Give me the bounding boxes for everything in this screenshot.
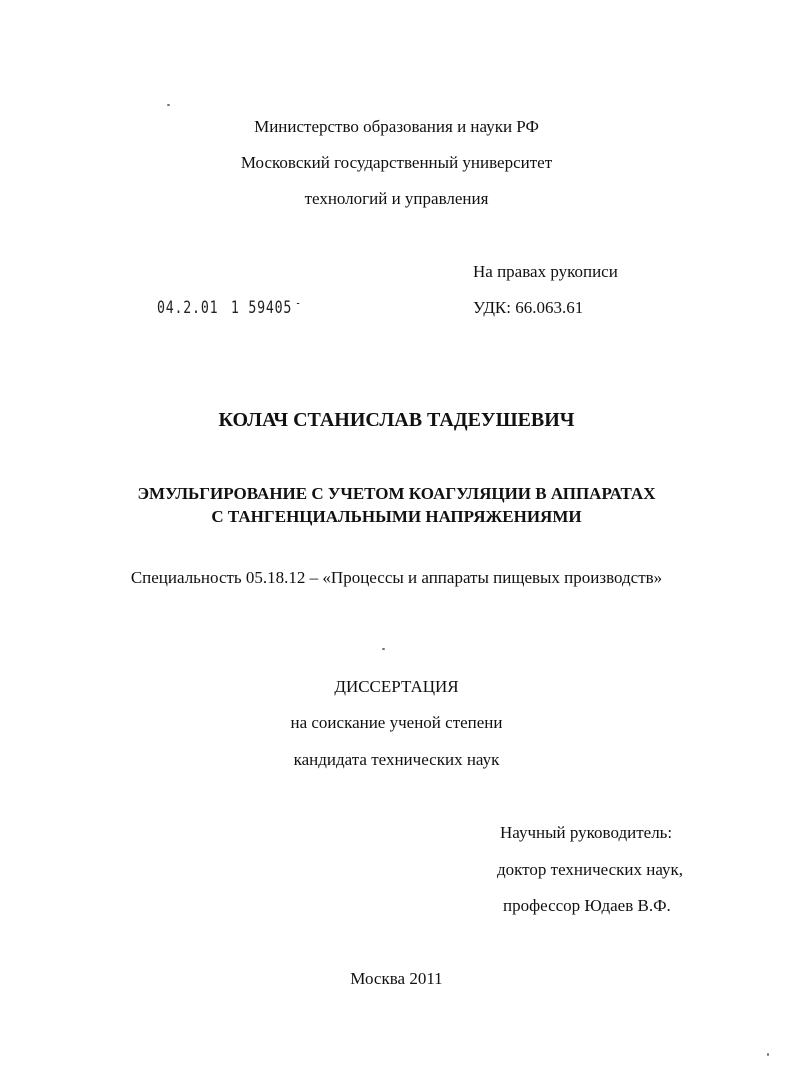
stamp-mark: - xyxy=(295,296,302,310)
dissertation-title-line2: С ТАНГЕНЦИАЛЬНЫМИ НАПРЯЖЕНИЯМИ xyxy=(211,507,582,526)
dissertation-title-line1: ЭМУЛЬГИРОВАНИЕ С УЧЕТОМ КОАГУЛЯЦИИ В АППАРАТАХ xyxy=(137,484,656,503)
specialty-line: Специальность 05.18.12 – «Процессы и аппараты пищевых производств» xyxy=(130,568,663,587)
degree-purpose: на соискание ученой степени xyxy=(290,713,503,732)
supervisor-name: профессор Юдаев В.Ф. xyxy=(503,896,671,915)
ministry-name: Министерство образования и науки РФ xyxy=(254,117,539,136)
university-name-line2: технологий и управления xyxy=(304,189,489,208)
university-name-line1: Московский государственный университет xyxy=(240,153,553,172)
scan-speck xyxy=(167,104,170,106)
degree-level: кандидата технических наук xyxy=(293,750,500,769)
udk-code: УДК: 66.063.61 xyxy=(473,298,584,317)
scan-speck xyxy=(767,1053,769,1056)
stamp-code-part1: 04.2.01 xyxy=(157,298,219,318)
document-type: ДИССЕРТАЦИЯ xyxy=(334,677,459,696)
registration-stamp xyxy=(157,296,302,318)
stamp-code-part2: 1 59405 xyxy=(230,298,293,318)
city-year: Москва 2011 xyxy=(350,969,443,988)
supervisor-label: Научный руководитель: xyxy=(500,823,673,842)
author-name: КОЛАЧ СТАНИСЛАВ ТАДЕУШЕВИЧ xyxy=(218,409,575,431)
manuscript-rights-note: На правах рукописи xyxy=(473,262,618,281)
scan-speck xyxy=(382,648,385,650)
supervisor-degree: доктор технических наук, xyxy=(497,860,684,879)
